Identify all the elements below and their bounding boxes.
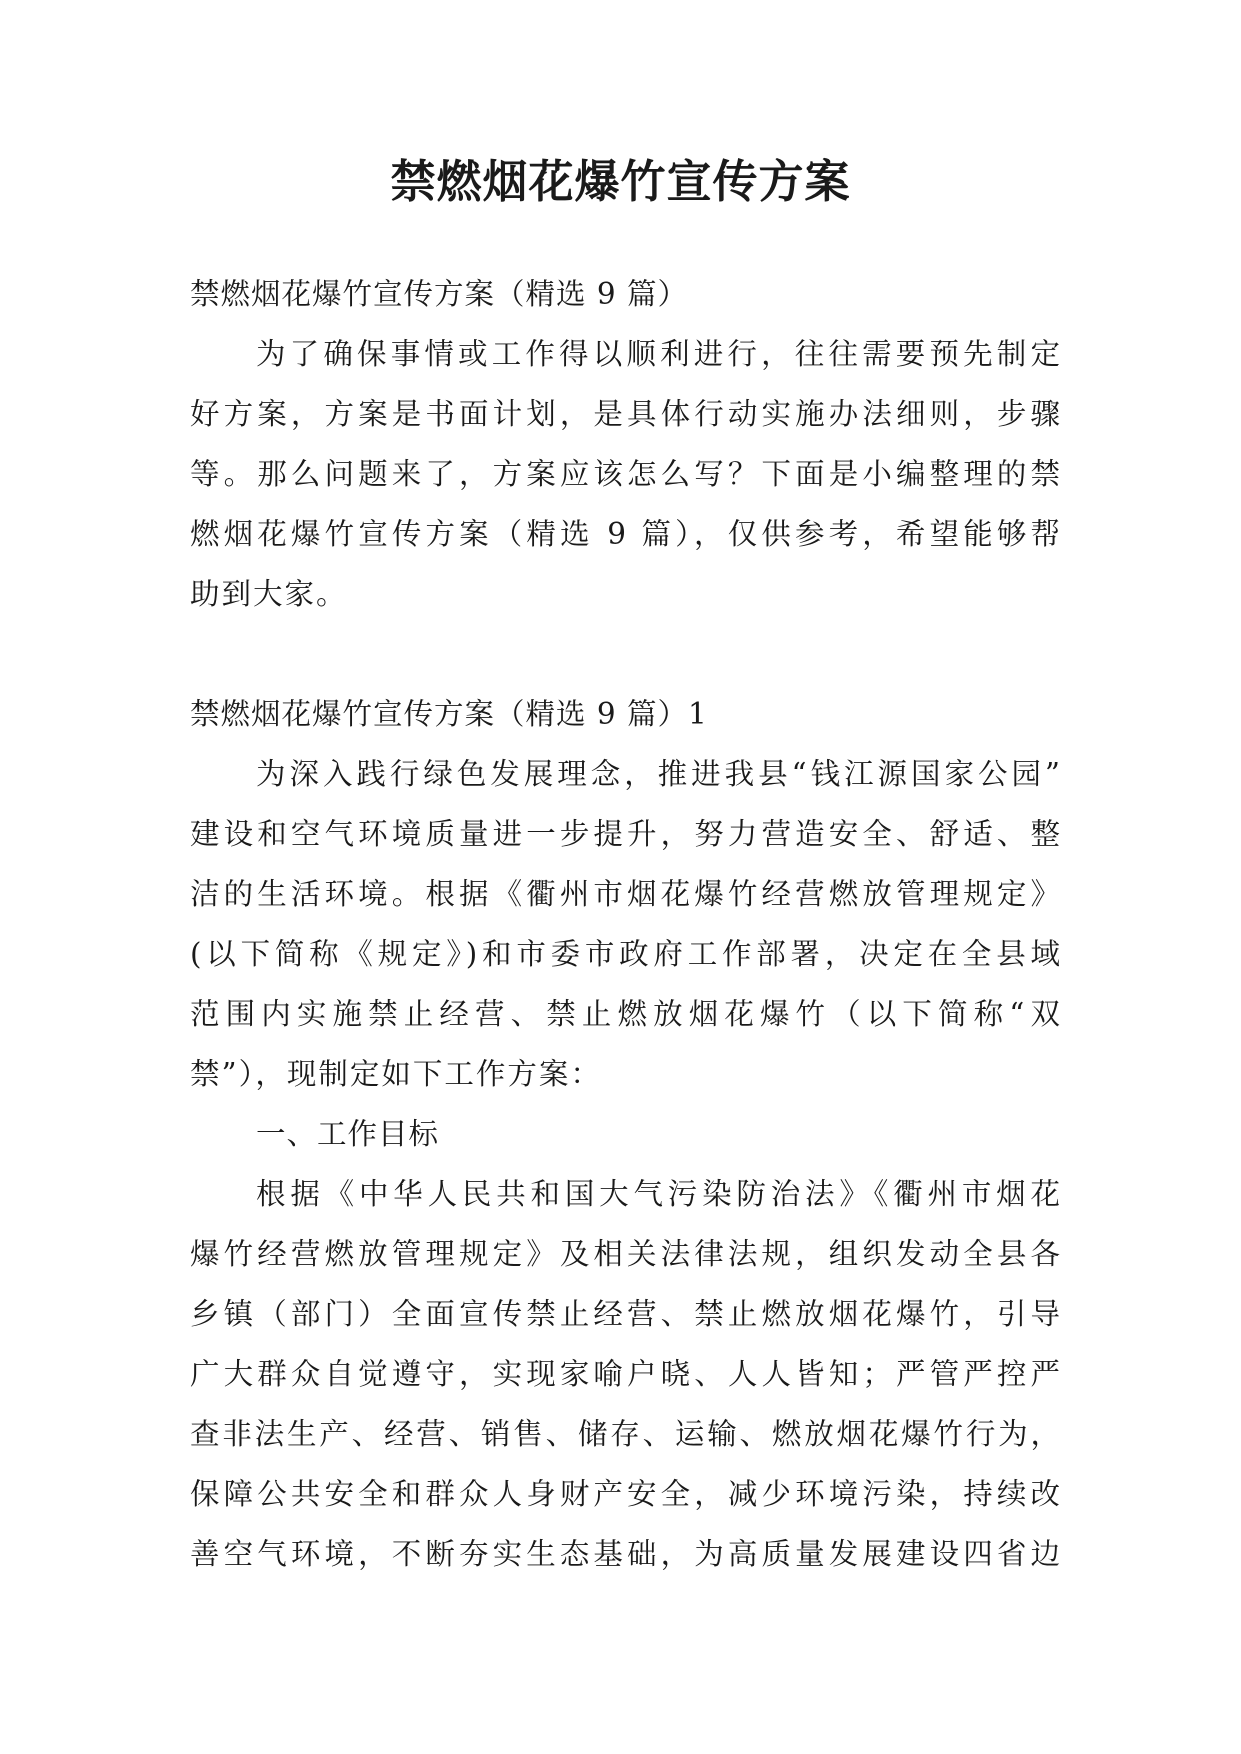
- paragraph-line: 助到大家。: [190, 577, 348, 611]
- paragraph-line: 燃烟花爆竹宣传方案（精选 9 篇），仅供参考，希望能够帮: [190, 517, 1062, 551]
- document-body: [190, 264, 1062, 1584]
- paragraph-line: 禁”），现制定如下工作方案：: [190, 1057, 602, 1091]
- paragraph-line: 保障公共安全和群众人身财产安全，减少环境污染，持续改: [190, 1477, 1062, 1511]
- paragraph-line: 好方案，方案是书面计划，是具体行动实施办法细则，步骤: [190, 397, 1062, 431]
- paragraph-line: 为了确保事情或工作得以顺利进行，往往需要预先制定: [256, 337, 1062, 371]
- paragraph-line: 等。那么问题来了，方案应该怎么写？下面是小编整理的禁: [190, 457, 1062, 491]
- paragraph-line: 洁的生活环境。根据《衢州市烟花爆竹经营燃放管理规定》: [190, 877, 1062, 911]
- paragraph-line: 善空气环境，不断夯实生态基础，为高质量发展建设四省边: [190, 1537, 1062, 1571]
- paragraph-line: 乡镇（部门）全面宣传禁止经营、禁止燃放烟花爆竹，引导: [190, 1297, 1062, 1331]
- section-heading: 禁燃烟花爆竹宣传方案（精选 9 篇）1: [190, 697, 708, 731]
- intro-heading: 禁燃烟花爆竹宣传方案（精选 9 篇）: [190, 277, 689, 311]
- paragraph-line: 为深入践行绿色发展理念，推进我县“钱江源国家公园”: [256, 757, 1062, 791]
- paragraph-line: 爆竹经营燃放管理规定》及相关法律法规，组织发动全县各: [190, 1237, 1062, 1271]
- paragraph-line: 广大群众自觉遵守，实现家喻户晓、人人皆知；严管严控严: [190, 1357, 1062, 1391]
- paragraph-line: 查非法生产、经营、销售、储存、运输、燃放烟花爆竹行为，: [190, 1417, 1062, 1451]
- paragraph-line: (以下简称《规定》)和市委市政府工作部署，决定在全县域: [190, 937, 1062, 971]
- document-title: 禁燃烟花爆竹宣传方案: [390, 155, 851, 208]
- paragraph-line: 范围内实施禁止经营、禁止燃放烟花爆竹（以下简称“双: [190, 997, 1062, 1031]
- paragraph-line: 根据《中华人民共和国大气污染防治法》《衢州市烟花: [256, 1177, 1062, 1211]
- subheading-work-goal: 一、工作目标: [256, 1117, 440, 1151]
- paragraph-gap: [190, 624, 1062, 684]
- paragraph-line: 建设和空气环境质量进一步提升，努力营造安全、舒适、整: [190, 817, 1062, 851]
